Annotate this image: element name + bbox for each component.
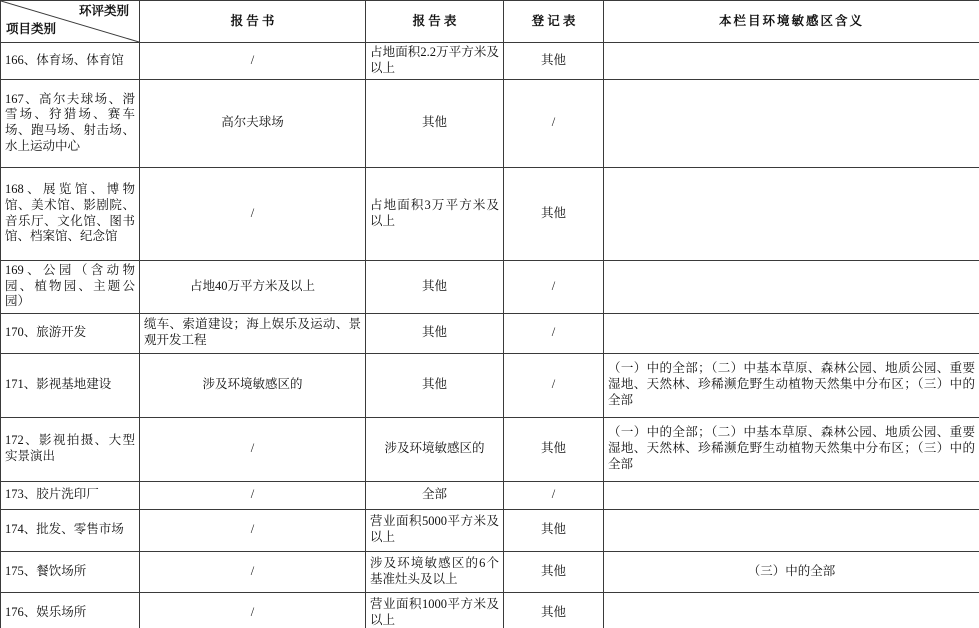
sensitive-area-cell: （一）中的全部；（二）中基本草原、森林公园、地质公园、重要湿地、天然林、珍稀濒危野生动植物天然集中分布区；（三）中的全部	[604, 417, 979, 481]
registration-form-cell: 其他	[504, 417, 604, 481]
sensitive-area-cell: （一）中的全部；（二）中基本草原、森林公园、地质公园、重要湿地、天然林、珍稀濒危野生动植物天然集中分布区；（三）中的全部	[604, 353, 979, 417]
sensitive-area-cell	[604, 592, 979, 628]
report-form-cell: 其他	[366, 260, 504, 313]
report-form-cell: 占地面积3万平方米及以上	[366, 167, 504, 260]
table-row	[1, 551, 979, 592]
project-category-cell: 173、胶片洗印厂	[1, 481, 140, 509]
registration-form-cell: 其他	[504, 509, 604, 551]
table-row	[1, 353, 979, 417]
column-axis-label: 环评类别	[78, 4, 129, 18]
registration-form-cell: 其他	[504, 43, 604, 80]
report-book-cell: 涉及环境敏感区的	[140, 353, 366, 417]
table-row	[1, 260, 979, 313]
table-row	[1, 481, 979, 509]
project-category-cell: 172、影视拍摄、大型实景演出	[1, 417, 140, 481]
registration-form-cell: /	[504, 79, 604, 167]
report-book-cell: /	[140, 592, 366, 628]
project-category-cell: 170、旅游开发	[1, 313, 140, 353]
report-form-cell: 其他	[366, 313, 504, 353]
table-row	[1, 417, 979, 481]
report-form-cell: 涉及环境敏感区的	[366, 417, 504, 481]
sensitive-area-cell	[604, 481, 979, 509]
report-form-cell: 全部	[366, 481, 504, 509]
project-category-cell: 174、批发、零售市场	[1, 509, 140, 551]
registration-form-cell: /	[504, 260, 604, 313]
sensitive-area-cell	[604, 167, 979, 260]
registration-form-cell: 其他	[504, 551, 604, 592]
project-category-cell: 176、娱乐场所	[1, 592, 140, 628]
column-header-sensitive-area-meaning: 本栏目环境敏感区含义	[604, 1, 979, 43]
report-book-cell: /	[140, 417, 366, 481]
table-row	[1, 509, 979, 551]
column-header-report-form: 报 告 表	[366, 1, 504, 43]
column-header-report-book: 报 告 书	[140, 1, 366, 43]
report-form-cell: 其他	[366, 79, 504, 167]
project-category-cell: 175、餐饮场所	[1, 551, 140, 592]
report-book-cell: 缆车、索道建设；海上娱乐及运动、景观开发工程	[140, 313, 366, 353]
report-book-cell: /	[140, 509, 366, 551]
registration-form-cell: /	[504, 313, 604, 353]
registration-form-cell: /	[504, 481, 604, 509]
column-header-registration-form: 登 记 表	[504, 1, 604, 43]
report-form-cell: 占地面积2.2万平方米及以上	[366, 43, 504, 80]
sensitive-area-cell	[604, 43, 979, 80]
report-form-cell: 涉及环境敏感区的6个基准灶头及以上	[366, 551, 504, 592]
report-form-cell: 营业面积1000平方米及以上	[366, 592, 504, 628]
project-category-cell: 168、展览馆、博物馆、美术馆、影剧院、音乐厅、文化馆、图书馆、档案馆、纪念馆	[1, 167, 140, 260]
sensitive-area-cell	[604, 509, 979, 551]
report-book-cell: /	[140, 167, 366, 260]
table-row	[1, 313, 979, 353]
registration-form-cell: /	[504, 353, 604, 417]
project-category-cell: 167、高尔夫球场、滑雪场、狩猎场、赛车场、跑马场、射击场、水上运动中心	[1, 79, 140, 167]
report-book-cell: 占地40万平方米及以上	[140, 260, 366, 313]
registration-form-cell: 其他	[504, 592, 604, 628]
sensitive-area-cell	[604, 260, 979, 313]
registration-form-cell: 其他	[504, 167, 604, 260]
sensitive-area-cell	[604, 313, 979, 353]
sensitive-area-cell	[604, 79, 979, 167]
report-book-cell: /	[140, 43, 366, 80]
table-row	[1, 79, 979, 167]
report-form-cell: 营业面积5000平方米及以上	[366, 509, 504, 551]
diagonal-header-cell	[1, 1, 140, 43]
table-row	[1, 167, 979, 260]
project-category-cell: 171、影视基地建设	[1, 353, 140, 417]
project-category-cell: 166、体育场、体育馆	[1, 43, 140, 80]
header-row	[1, 1, 979, 43]
row-axis-label: 项目类别	[6, 22, 57, 37]
report-book-cell: /	[140, 481, 366, 509]
table-row	[1, 43, 979, 80]
table-row	[1, 592, 979, 628]
report-book-cell: /	[140, 551, 366, 592]
project-category-cell: 169、公园（含动物园、植物园、主题公园）	[1, 260, 140, 313]
report-form-cell: 其他	[366, 353, 504, 417]
sensitive-area-cell: （三）中的全部	[604, 551, 979, 592]
report-book-cell: 高尔夫球场	[140, 79, 366, 167]
